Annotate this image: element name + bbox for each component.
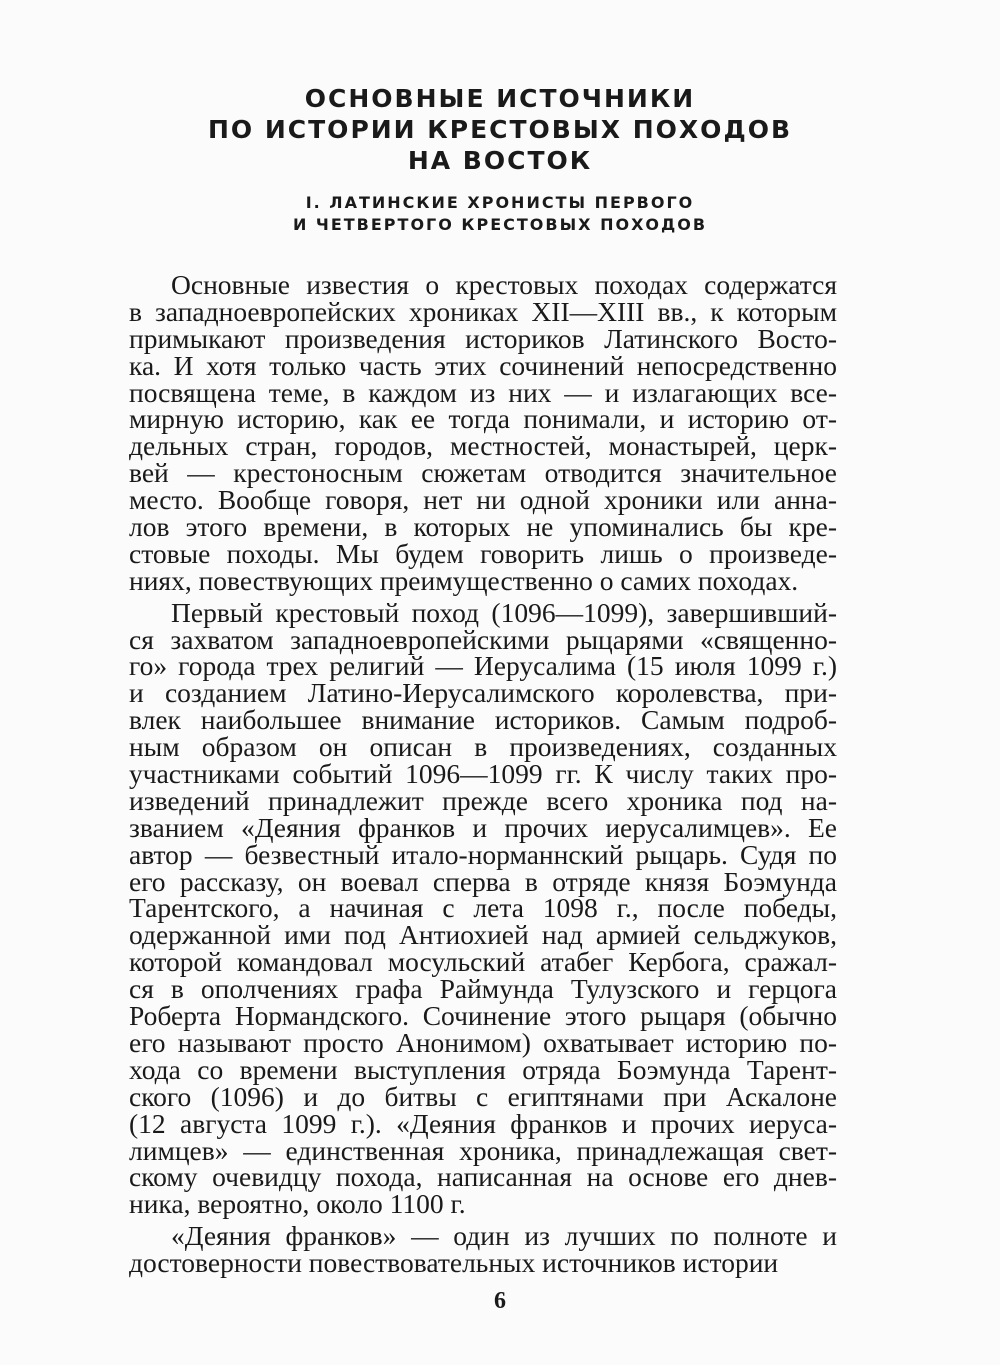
text-line: достоверности повествовательных источников истории: [129, 1247, 779, 1279]
text-line: изведений принадлежит прежде всего хроника под на-: [129, 784, 837, 816]
text-line: место. Вообще говоря, нет ни одной хроники или анна-: [129, 484, 837, 516]
text-line: автор — безвестный итало-норманнский рыцарь. Судя по: [129, 838, 837, 870]
page-number: 6: [494, 1288, 506, 1314]
text-line: Тарентского, а начиная с лета 1098 г., после победы,: [129, 892, 837, 924]
text-line: мирную историю, как ее тогда понимали, и историю от-: [129, 403, 837, 435]
text-line: в западноевропейских хрониках XII—XIII вв., к которым: [129, 295, 837, 327]
paragraph: [129, 1220, 837, 1279]
title-line: ПО ИСТОРИИ КРЕСТОВЫХ ПОХОДОВ: [207, 115, 793, 144]
section-heading: [0, 192, 1000, 236]
text-line: ным образом он описан в произведениях, созданных: [129, 731, 837, 763]
text-line: хода со времени выступления отряда Боэмунда Тарент-: [129, 1053, 837, 1085]
text-line: его рассказу, он воевал сперва в отряде князя Боэмунда: [129, 865, 837, 897]
text-line: вей — крестоносным сюжетам отводится значительное: [129, 457, 837, 489]
text-line: ся захватом западноевропейскими рыцарями «священно-: [129, 623, 837, 655]
text-line: Основные известия о крестовых походах содержатся: [171, 269, 837, 300]
body-text: [129, 269, 837, 1279]
chapter-title: [0, 83, 1000, 176]
text-line: Роберта Нормандского. Сочинение этого рыцаря (обычно: [129, 1000, 837, 1032]
text-line: его называют просто Анонимом) охватывает историю по-: [129, 1026, 837, 1058]
text-line: Первый крестовый поход (1096—1099), завершивший-: [171, 596, 837, 628]
text-line: ка. И хотя только часть этих сочинений непосредственно: [129, 349, 837, 381]
paragraph: [129, 596, 837, 1220]
text-line: и созданием Латино-Иерусалимского королевства, при-: [129, 677, 837, 709]
text-line: стовые походы. Мы будем говорить лишь о произведе-: [129, 537, 837, 569]
text-line: дельных стран, городов, местностей, монастырей, церк-: [129, 430, 837, 462]
text-line: одержанной ими под Антиохией над армией сельджуков,: [129, 919, 837, 951]
text-line: ниях, повествующих преимущественно о самих походах.: [129, 564, 799, 596]
title-line: НА ВОСТОК: [407, 146, 593, 175]
text-line: участниками событий 1096—1099 гг. К числу таких про-: [129, 758, 837, 790]
text-line: примыкают произведения историков Латинского Восто-: [129, 322, 837, 354]
text-line: ника, вероятно, около 1100 г.: [129, 1188, 466, 1220]
text-line: ского (1096) и до битвы с египтянами при Аскалоне: [129, 1080, 837, 1112]
text-line: скому очевидцу похода, написанная на основе его днев-: [129, 1161, 837, 1193]
text-line: «Деяния франков» — один из лучших по полноте и: [171, 1220, 837, 1252]
text-line: лов этого времени, в которых не упоминались бы кре-: [129, 511, 837, 543]
text-line: го» города трех религий — Иерусалима (15 июля 1099 г.): [129, 650, 837, 682]
title-line: ОСНОВНЫЕ ИСТОЧНИКИ: [304, 84, 696, 113]
subtitle-line: I. ЛАТИНСКИЕ ХРОНИСТЫ ПЕРВОГО: [305, 193, 695, 212]
subtitle-line: И ЧЕТВЕРТОГО КРЕСТОВЫХ ПОХОДОВ: [292, 215, 708, 234]
text-line: влек наибольшее внимание историков. Самым подроб-: [129, 704, 837, 736]
text-line: (12 августа 1099 г.). «Деяния франков и прочих иеруса-: [129, 1107, 837, 1139]
text-line: посвящена теме, в каждом из них — и излагающих все-: [129, 376, 837, 408]
paragraph: [129, 269, 837, 596]
text-line: званием «Деяния франков и прочих иерусалимцев». Ее: [129, 811, 837, 843]
text-line: ся в ополчениях графа Раймунда Тулузского и герцога: [129, 973, 837, 1005]
text-line: которой командовал мосульский атабег Кербога, сражал-: [129, 946, 837, 978]
text-line: лимцев» — единственная хроника, принадлежащая свет-: [129, 1134, 837, 1166]
